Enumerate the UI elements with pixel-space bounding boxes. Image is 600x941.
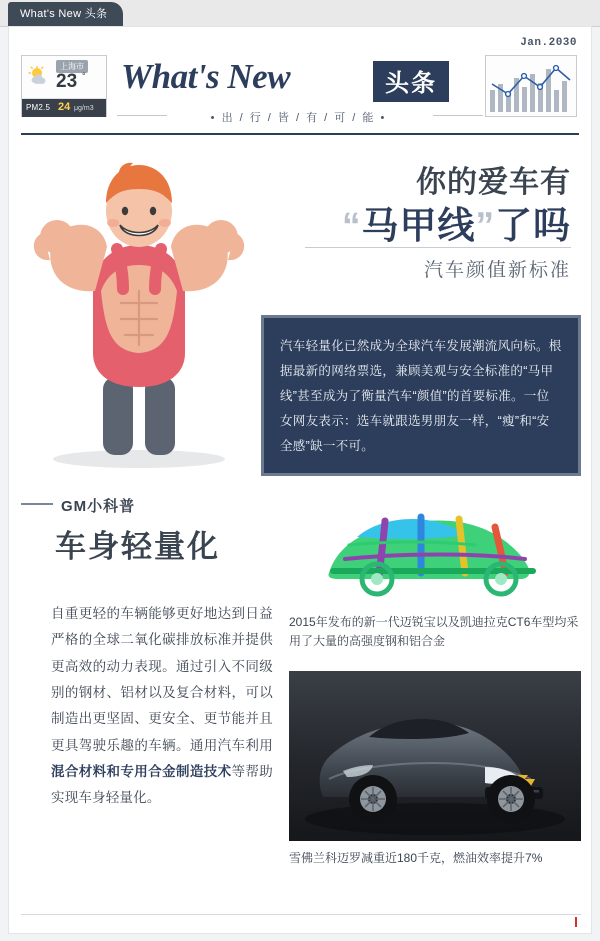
weather-widget [21,55,107,117]
pm25-unit: μg/m3 [74,105,94,112]
photo-2-caption: 雪佛兰科迈罗减重近180千克，燃油效率提升7% [289,851,543,865]
body-text-part2: 等帮助实现车身轻量化。 [51,763,273,806]
section-title: 车身轻量化 [55,529,220,564]
body-text-bold: 混合材料和专用合金制造技术 [51,763,232,779]
body-text-part1: 自重更轻的车辆能够更好地达到日益严格的全球二氧化碳排放标准并提供更高效的动力表现。通过引入不同级别的钢材、铝材以及复合材料，可以制造出更坚固、更安全、更节能并且更具驾驶乐趣的车辆。通用汽车利用 [51,606,273,753]
issue-date: Jan.2030 [520,37,577,49]
hero-divider [305,247,571,248]
sun-cloud-icon [28,66,52,88]
hero-headline-main: 马甲线 [361,205,476,246]
chevrolet-camaro-photo [289,671,581,841]
window-tab-bar [0,0,600,27]
masthead [21,37,579,135]
hero-headline-line2 [342,195,571,249]
article-sheet [8,26,592,934]
weather-city: 上海市 [56,60,88,73]
footer-divider [21,914,581,915]
weather-top [22,56,106,99]
kicker-rule [21,503,53,505]
pm25-label: PM2.5 [26,103,51,112]
photo-1-caption: 2015年发布的新一代迈锐宝以及凯迪拉克CT6车型均采用了大量的高强度钢和铝合金 [289,615,579,648]
weather-pm-bar [22,99,106,117]
masthead-title: What's New [121,57,291,96]
footer-mark [575,917,577,927]
masthead-subtitle: • 出 / 行 / 皆 / 有 / 可 / 能 • [210,112,387,124]
car-body-frame-cad-image [289,481,581,609]
hero-callout-box: 汽车轻量化已然成为全球汽车发展潮流风向标。根据最新的网络票选，兼顾美观与安全标准的“马甲线”甚至成为了衡量汽车“颜值”的首要标准。一位女网友表示：选车就跟选男朋友一样，“瘦”和“安全感”缺一不可。 [261,315,581,476]
window-tab[interactable]: What's New 头条 [8,2,123,26]
camaro-graphic [289,671,581,841]
masthead-chart [485,55,577,117]
weather-degree-symbol: ° [82,71,86,81]
hero-subheadline: 汽车颜值新标准 [423,260,571,281]
bar-line-chart-icon [486,56,576,116]
muscular-man-illustration [21,141,261,471]
article-body-text [51,601,273,812]
hero-headline-line1: 你的爱车有 [416,166,571,199]
article-body-section [21,481,579,881]
masthead-badge: 头条 [373,61,449,102]
hero-section [21,135,579,475]
weather-temperature: 23 [56,71,78,92]
hero-headline-tail: 了吗 [495,205,571,246]
hero-quote-close: ” [475,205,495,246]
hero-quote-open: “ [342,205,362,246]
section-kicker: GM小科普 [61,498,136,515]
pm25-value: 24 [58,101,71,113]
car-frame-graphic [289,481,581,609]
